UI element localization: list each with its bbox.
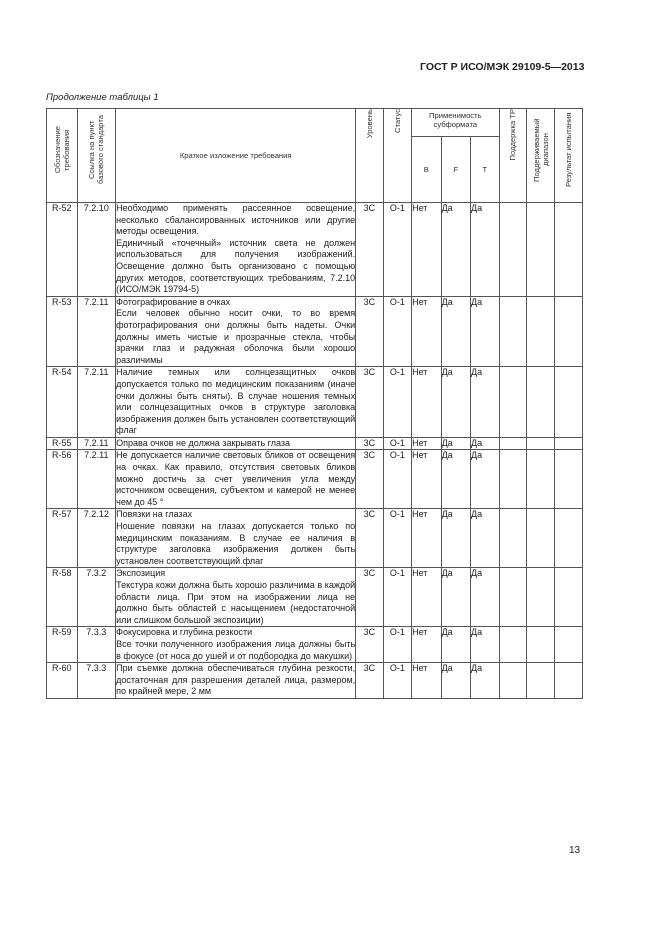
- subformat-f-cell: Да: [441, 437, 470, 450]
- base-standard-ref: 7.2.10: [77, 203, 116, 297]
- header-result: [555, 109, 583, 203]
- supported-range-cell: [526, 437, 554, 450]
- table-row: [47, 367, 583, 438]
- requirement-id: R-58: [47, 568, 78, 627]
- subformat-f-cell: Да: [441, 509, 470, 568]
- requirement-id: R-54: [47, 367, 78, 438]
- support-tp-cell: [499, 203, 526, 297]
- header-supported-range: [526, 109, 554, 203]
- test-result-cell: [555, 663, 583, 699]
- base-standard-ref: 7.2.12: [77, 509, 116, 568]
- description-line: Если человек обычно носит очки, то во время фотографирования они должны быть надеты. Очки должны иметь чистые и прозрачные стекла, чтобы зрачки глаз и радужная оболочка были хорошо различимы: [116, 308, 356, 365]
- requirement-description: [116, 627, 356, 663]
- subformat-b-cell: Нет: [412, 568, 441, 627]
- test-result-cell: [555, 509, 583, 568]
- status-cell: O-1: [383, 509, 411, 568]
- subformat-t-cell: Да: [471, 367, 499, 438]
- table-row: [47, 203, 583, 297]
- level-cell: 3C: [356, 203, 383, 297]
- header-id: [47, 109, 78, 203]
- header-support-tp-text: Поддержка ТР: [508, 109, 518, 161]
- subformat-b-cell: Нет: [412, 627, 441, 663]
- requirement-description: [116, 437, 356, 450]
- table-row: [47, 450, 583, 509]
- header-status-text: Статус: [392, 109, 402, 134]
- table-row: [47, 568, 583, 627]
- header-sub-f: F: [441, 137, 470, 203]
- support-tp-cell: [499, 627, 526, 663]
- header-support-tp: [499, 109, 526, 203]
- status-cell: O-1: [383, 450, 411, 509]
- test-result-cell: [555, 627, 583, 663]
- supported-range-cell: [526, 568, 554, 627]
- subformat-t-cell: Да: [471, 437, 499, 450]
- subformat-f-cell: Да: [441, 663, 470, 699]
- requirement-description: [116, 663, 356, 699]
- description-line: Текстура кожи должна быть хорошо различима в каждой области лица. При этом на изображении лица не должно быть областей с насыщением (недостаточной или слишком большой экспозиции): [116, 580, 356, 625]
- test-result-cell: [555, 568, 583, 627]
- base-standard-ref: 7.2.11: [77, 296, 116, 367]
- requirement-id: R-53: [47, 296, 78, 367]
- subformat-t-cell: Да: [471, 627, 499, 663]
- header-id-text: Обозначение требования: [52, 126, 71, 174]
- level-cell: 3C: [356, 663, 383, 699]
- description-line: Фотографирование в очках: [116, 296, 231, 307]
- header-ref: [77, 109, 116, 203]
- table-row: [47, 663, 583, 699]
- status-cell: O-1: [383, 627, 411, 663]
- level-cell: 3C: [356, 296, 383, 367]
- subformat-b-cell: Нет: [412, 509, 441, 568]
- supported-range-cell: [526, 296, 554, 367]
- subformat-t-cell: Да: [471, 450, 499, 509]
- level-cell: 3C: [356, 627, 383, 663]
- description-line: Оправа очков не должна закрывать глаза: [116, 437, 291, 448]
- description-line: Все точки полученного изображения лица должны быть в фокусе (от носа до ушей и от подбородка до макушки): [116, 638, 356, 661]
- requirement-description: [116, 203, 356, 297]
- support-tp-cell: [499, 296, 526, 367]
- requirement-description: [116, 296, 356, 367]
- header-applicability: [412, 109, 499, 137]
- subformat-t-cell: Да: [471, 663, 499, 699]
- requirement-description: [116, 568, 356, 627]
- supported-range-cell: [526, 450, 554, 509]
- base-standard-ref: 7.2.11: [77, 450, 116, 509]
- requirement-id: R-52: [47, 203, 78, 297]
- subformat-b-cell: Нет: [412, 203, 441, 297]
- level-cell: 3C: [356, 450, 383, 509]
- subformat-b-cell: Нет: [412, 663, 441, 699]
- description-line: Единичный «точечный» источник света не должен использоваться для получения изображений. Освещение должно быть организовано с помощью других методов, соответствующих требованиям, 7.2.10 (ИСО/МЭК 19794-5): [116, 237, 356, 295]
- description-line: При съемке должна обеспечиваться глубина резкости, достаточная для разрешения деталей лица, размером, по крайней мере, 2 мм: [116, 663, 356, 697]
- header-sub-b: B: [412, 137, 441, 203]
- subformat-t-cell: Да: [471, 296, 499, 367]
- requirement-id: R-55: [47, 437, 78, 450]
- header-applicability-text: Применимость субформата: [429, 111, 482, 129]
- description-line: Не допускается наличие световых бликов от освещения на очках. Как правило, отсутствия световых бликов можно достичь за счет увеличения угла между источником освещения, субъектом и камерой не менее чем до 45 °: [116, 450, 356, 507]
- level-cell: 3C: [356, 568, 383, 627]
- table-body: [47, 203, 583, 699]
- support-tp-cell: [499, 663, 526, 699]
- requirements-table: [46, 108, 583, 699]
- test-result-cell: [555, 367, 583, 438]
- support-tp-cell: [499, 450, 526, 509]
- requirement-description: [116, 367, 356, 438]
- description-line: Наличие темных или солнцезащитных очков допускается только по медицинским показаниям (иначе очки должны быть сняты). В случае ношения темных или солнцезащитных очков в структуре заголовка изображения должен быть установлен соответствующий флаг: [116, 367, 356, 436]
- table-continuation-label: Продолжение таблицы 1: [46, 92, 159, 103]
- test-result-cell: [555, 437, 583, 450]
- subformat-b-cell: Нет: [412, 450, 441, 509]
- test-result-cell: [555, 203, 583, 297]
- requirement-description: [116, 450, 356, 509]
- status-cell: O-1: [383, 367, 411, 438]
- header-result-text: Результат испытания: [564, 112, 574, 188]
- page-number: 13: [569, 845, 581, 856]
- test-result-cell: [555, 296, 583, 367]
- requirement-id: R-56: [47, 450, 78, 509]
- base-standard-ref: 7.3.3: [77, 663, 116, 699]
- supported-range-cell: [526, 509, 554, 568]
- status-cell: O-1: [383, 437, 411, 450]
- subformat-b-cell: Нет: [412, 437, 441, 450]
- description-line: Повязки на глазах: [116, 509, 193, 520]
- table-row: [47, 509, 583, 568]
- level-cell: 3C: [356, 367, 383, 438]
- subformat-b-cell: Нет: [412, 367, 441, 438]
- test-result-cell: [555, 450, 583, 509]
- level-cell: 3C: [356, 437, 383, 450]
- header-ref-text: Ссылка на пункт базового стандарта: [87, 115, 106, 185]
- description-line: Ношение повязки на глазах допускается только по медицинским показаниям. В случае ее наличия в структуре заголовка изображения должен быть установлен соответствующий флаг: [116, 521, 356, 566]
- header-description: Краткое изложение требования: [116, 109, 356, 203]
- status-cell: O-1: [383, 296, 411, 367]
- requirement-id: R-57: [47, 509, 78, 568]
- description-line: Необходимо применять рассеянное освещение, несколько сбалансированных источников или другие методы освещения.: [116, 203, 356, 237]
- header-supported-range-text: Поддерживаемый диапазон: [531, 118, 550, 182]
- support-tp-cell: [499, 367, 526, 438]
- base-standard-ref: 7.2.11: [77, 367, 116, 438]
- base-standard-ref: 7.2.11: [77, 437, 116, 450]
- requirement-id: R-60: [47, 663, 78, 699]
- supported-range-cell: [526, 663, 554, 699]
- standard-title: ГОСТ Р ИСО/МЭК 29109-5—2013: [420, 61, 585, 73]
- description-line: Фокусировка и глубина резкости: [116, 627, 253, 638]
- description-line: Экспозиция: [116, 568, 166, 579]
- table-row: [47, 296, 583, 367]
- subformat-f-cell: Да: [441, 203, 470, 297]
- subformat-f-cell: Да: [441, 450, 470, 509]
- base-standard-ref: 7.3.2: [77, 568, 116, 627]
- requirement-id: R-59: [47, 627, 78, 663]
- level-cell: 3C: [356, 509, 383, 568]
- base-standard-ref: 7.3.3: [77, 627, 116, 663]
- status-cell: O-1: [383, 663, 411, 699]
- support-tp-cell: [499, 568, 526, 627]
- subformat-t-cell: Да: [471, 203, 499, 297]
- supported-range-cell: [526, 203, 554, 297]
- subformat-b-cell: Нет: [412, 296, 441, 367]
- requirement-description: [116, 509, 356, 568]
- status-cell: O-1: [383, 568, 411, 627]
- subformat-t-cell: Да: [471, 568, 499, 627]
- supported-range-cell: [526, 627, 554, 663]
- subformat-f-cell: Да: [441, 367, 470, 438]
- table-row: [47, 627, 583, 663]
- status-cell: O-1: [383, 203, 411, 297]
- table-row: [47, 437, 583, 450]
- supported-range-cell: [526, 367, 554, 438]
- subformat-f-cell: Да: [441, 296, 470, 367]
- header-sub-t: T: [471, 137, 499, 203]
- support-tp-cell: [499, 437, 526, 450]
- subformat-f-cell: Да: [441, 568, 470, 627]
- subformat-f-cell: Да: [441, 627, 470, 663]
- subformat-t-cell: Да: [471, 509, 499, 568]
- support-tp-cell: [499, 509, 526, 568]
- header-status: [383, 109, 411, 203]
- header-level-text: Уровень: [364, 109, 374, 139]
- header-level: [356, 109, 383, 203]
